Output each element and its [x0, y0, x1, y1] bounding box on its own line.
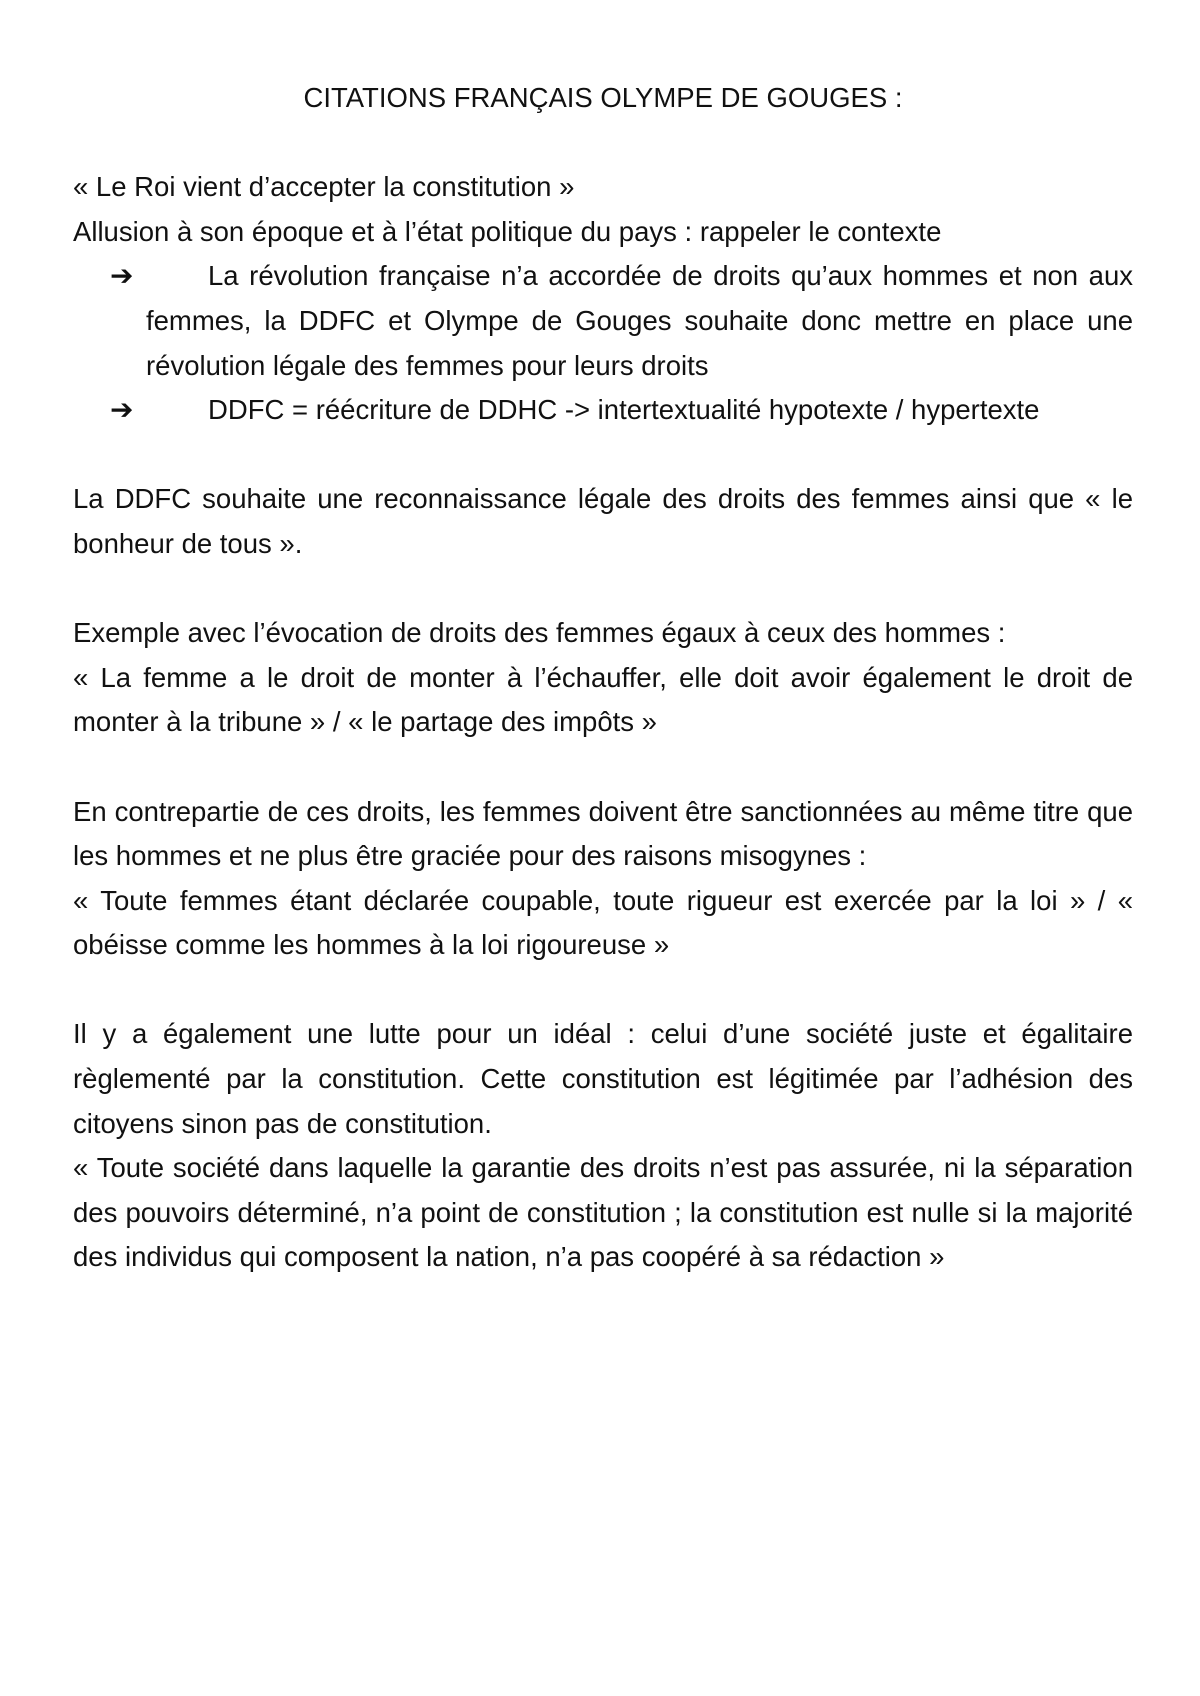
- blank-line: [73, 968, 1133, 1013]
- document-title: CITATIONS FRANÇAIS OLYMPE DE GOUGES :: [303, 82, 903, 113]
- context-paragraph: Allusion à son époque et à l’état politique du pays : rappeler le contexte: [73, 215, 942, 247]
- ideal-paragraph: Il y a également une lutte pour un idéal : celui d’une société juste et égalitaire règlementé par la constitution. Cette constitution est légitimée par l’adhésion des citoyens sinon pas de constitution.: [73, 1018, 1133, 1139]
- bullet-text: DDFC = réécriture de DDHC -> intertextualité hypotexte / hypertexte: [208, 394, 1040, 426]
- blank-line: [73, 567, 1133, 612]
- blank-line: [73, 121, 1133, 166]
- arrow-right-icon: ➔: [110, 259, 134, 293]
- bullet-revolution: [110, 254, 1133, 388]
- blank-line: [73, 433, 1133, 478]
- bullet-text: La révolution française n’a accordée de droits qu’aux hommes et non aux femmes, la DDFC et Olympe de Gouges souhaite donc mettre en place une révolution légale des femmes pour leurs droits: [146, 260, 1133, 381]
- bullet-ddfc: [110, 388, 1133, 433]
- document-page: [73, 76, 1133, 1280]
- quote-roi: « Le Roi vient d’accepter la constitution »: [73, 171, 575, 203]
- blank-line: [73, 745, 1133, 790]
- contrepartie-paragraph: En contrepartie de ces droits, les femmes doivent être sanctionnées au même titre que les hommes et ne plus être graciée pour des raisons misogynes :: [73, 795, 1133, 872]
- quote-rigueur: « Toute femmes étant déclarée coupable, toute rigueur est exercée par la loi » / « obéisse comme les hommes à la loi rigoureuse »: [73, 884, 1133, 961]
- quote-tribune: « La femme a le droit de monter à l’échauffer, elle doit avoir également le droit de monter à la tribune » / « le partage des impôts »: [73, 661, 1133, 738]
- arrow-right-icon: ➔: [110, 393, 134, 427]
- ddfc-paragraph: La DDFC souhaite une reconnaissance légale des droits des femmes ainsi que « le bonheur de tous ».: [73, 483, 1133, 559]
- example-paragraph: Exemple avec l’évocation de droits des femmes égaux à ceux des hommes :: [73, 617, 1006, 649]
- quote-constitution: « Toute société dans laquelle la garantie des droits n’est pas assurée, ni la séparation des pouvoirs déterminé, n’a point de constitution ; la constitution est nulle si la majorité des individus qui composent la nation, n’a pas coopéré à sa rédaction »: [73, 1152, 1133, 1273]
